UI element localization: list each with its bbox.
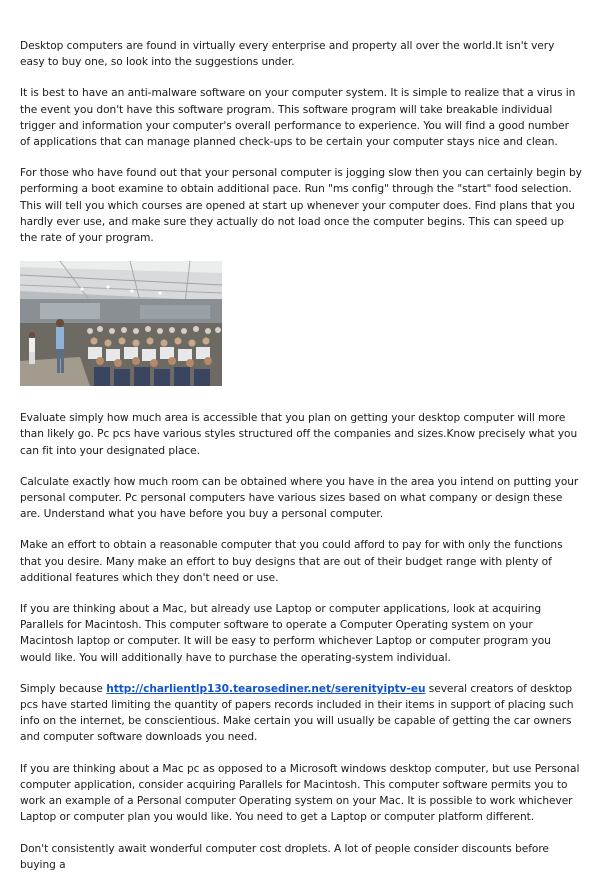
article-body xyxy=(20,38,582,888)
paragraph-9: If you are thinking about a Mac pc as opposed to a Microsoft windows desktop computer, but use Personal computer application, consider acquiring Parallels for Macintosh. This computer software permits you to work an example of a Personal computer Operating system on your Mac. It is possible to work whichever Laptop or computer plan you would like. You need to get a Laptop or computer platform different. xyxy=(20,762,580,824)
conference-photo xyxy=(20,261,222,386)
paragraph-8-intro: Simply because xyxy=(20,682,107,695)
paragraph-6: Make an effort to obtain a reasonable computer that you could afford to pay for with only the functions that you desire. Many make an effort to buy designs that are out of their budget range with plenty of additional features which they don't need or use. xyxy=(20,539,563,584)
paragraph-5: Calculate exactly how much room can be obtained where you have in the area you intend on putting your personal computer. Pc personal computers have various sizes based on what company or design these are. Understand what you have before you buy a personal computer. xyxy=(20,475,579,521)
paragraph-8-rest: several creators of desktop pcs have started limiting the quantity of papers records included in their items in support of placing such info on the internet, be conscientious. Make certain you will usually be capable of getting the car owners and computer software downloads you need. xyxy=(20,682,574,744)
paragraph-2: It is best to have an anti-malware software on your computer system. It is simple to realize that a virus in the event you don't have this software program. This software program will take breakable individual trigger and information your computer's overall performance to experience. You will find a good number of applications that can manage planned check-ups to be certain your computer stays nice and clean. xyxy=(20,87,576,149)
paragraph-3: For those who have found out that your personal computer is jogging slow then you can certainly begin by performing a boot examine to obtain additional pace. Run "ms config" through the "start" food selection. This will tell you which courses are opened at start up whenever your computer does. Find plans that you hardly ever use, and make sure they actually do not load once the computer begins. This can speed up the rate of your program. xyxy=(20,167,582,245)
serenityiptv-link[interactable]: http://charlientlp130.tearosediner.net/serenityiptv-eu xyxy=(106,682,426,695)
paragraph-10: Don't consistently await wonderful computer cost droplets. A lot of people consider discounts before buying a xyxy=(20,842,549,871)
paragraph-8 xyxy=(20,681,582,746)
paragraph-7: If you are thinking about a Mac, but already use Laptop or computer applications, look at acquiring Parallels for Macintosh. This computer software to operate a Computer Operating system on your Macintosh laptop or computer. It will be easy to perform whichever Laptop or computer program you would like. You will additionally have to purchase the operating-system individual. xyxy=(20,603,551,664)
paragraph-1: Desktop computers are found in virtually every enterprise and property all over the world.It isn't very easy to buy one, so look into the suggestions under. xyxy=(20,40,555,69)
paragraph-4: Evaluate simply how much area is accessible that you plan on getting your desktop computer will more than likely go. Pc pcs have various styles structured off the companies and sizes.Know precisely what you can fit into your designated place. xyxy=(20,412,578,457)
